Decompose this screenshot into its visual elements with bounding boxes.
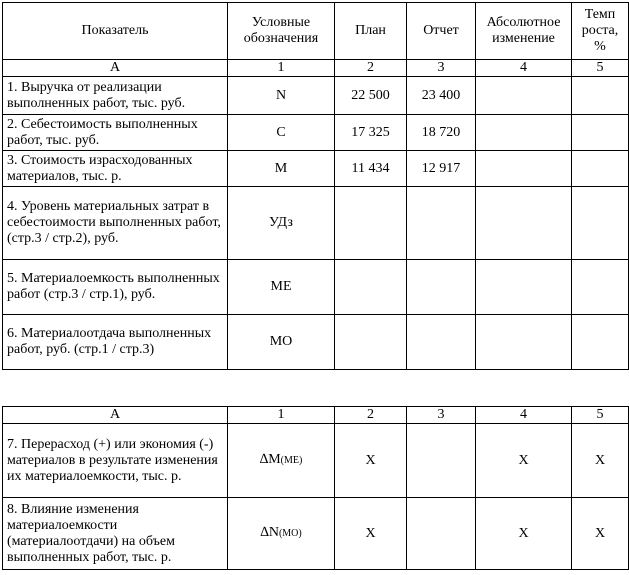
row-col4: X [476, 498, 572, 570]
row-growth [572, 115, 629, 151]
row-symbol: N [228, 77, 335, 115]
row-symbol: УДз [228, 187, 335, 260]
row-report [407, 315, 476, 370]
row-plan: 11 434 [335, 151, 407, 187]
table-row [3, 77, 629, 115]
row-indicator: 8. Влияние изменения материалоемкости (материалоотдачи) на объем выполненных работ, тыс. р. [3, 498, 228, 570]
row-indicator: 1. Выручка от реализации выполненных работ, тыс. руб. [3, 77, 228, 115]
row-indicator: 5. Материалоемкость выполненных работ (стр.3 / стр.1), руб. [3, 260, 228, 315]
col-number: 2 [335, 407, 407, 424]
col-number: 4 [476, 60, 572, 77]
row-plan [335, 315, 407, 370]
row-plan: 17 325 [335, 115, 407, 151]
row-report [407, 260, 476, 315]
row-indicator: 3. Стоимость израсходованных материалов, тыс. р. [3, 151, 228, 187]
table-row [3, 115, 629, 151]
header-growth-rate: Темп роста, % [572, 3, 629, 60]
header-absolute-change: Абсолютное изменение [476, 3, 572, 60]
row-indicator: 2. Себестоимость выполненных работ, тыс. руб. [3, 115, 228, 151]
row-report [407, 187, 476, 260]
analysis-table-2 [2, 406, 629, 570]
row-symbol: ∆M(МЕ) [228, 424, 335, 498]
col-number: 2 [335, 60, 407, 77]
row-indicator: 7. Перерасход (+) или экономия (-) материалов в результате изменения их материалоемкости, тыс. р. [3, 424, 228, 498]
col-number: 3 [407, 407, 476, 424]
table-row [3, 151, 629, 187]
col-number: 4 [476, 407, 572, 424]
col-number: 5 [572, 407, 629, 424]
col-number: 1 [228, 60, 335, 77]
col-number: 5 [572, 60, 629, 77]
row-growth [572, 315, 629, 370]
col-number: 1 [228, 407, 335, 424]
row-col2: X [335, 424, 407, 498]
row-col5: X [572, 424, 629, 498]
row-report: 23 400 [407, 77, 476, 115]
header-report: Отчет [407, 3, 476, 60]
column-numbers-row [3, 60, 629, 77]
row-plan [335, 260, 407, 315]
row-plan: 22 500 [335, 77, 407, 115]
row-col5: X [572, 498, 629, 570]
header-row [3, 3, 629, 60]
table-row [3, 187, 629, 260]
row-symbol: C [228, 115, 335, 151]
header-plan: План [335, 3, 407, 60]
row-col3 [407, 424, 476, 498]
row-report: 18 720 [407, 115, 476, 151]
row-growth [572, 260, 629, 315]
row-abs [476, 115, 572, 151]
table-row [3, 498, 629, 570]
row-symbol: M [228, 151, 335, 187]
row-col3 [407, 498, 476, 570]
row-abs [476, 77, 572, 115]
row-abs [476, 260, 572, 315]
header-indicator: Показатель [3, 3, 228, 60]
col-number: А [3, 60, 228, 77]
row-symbol: ∆N(МО) [228, 498, 335, 570]
row-report: 12 917 [407, 151, 476, 187]
col-number: А [3, 407, 228, 424]
row-growth [572, 187, 629, 260]
col-number: 3 [407, 60, 476, 77]
table-row [3, 424, 629, 498]
row-indicator: 6. Материалоотдача выполненных работ, руб. (стр.1 / стр.3) [3, 315, 228, 370]
column-numbers-row [3, 407, 629, 424]
table-row [3, 260, 629, 315]
analysis-table-1 [2, 2, 629, 370]
row-abs [476, 151, 572, 187]
row-col4: X [476, 424, 572, 498]
row-col2: X [335, 498, 407, 570]
row-plan [335, 187, 407, 260]
header-symbol: Условные обозначения [228, 3, 335, 60]
row-growth [572, 77, 629, 115]
row-symbol: МЕ [228, 260, 335, 315]
row-abs [476, 315, 572, 370]
table-row [3, 315, 629, 370]
row-symbol: МО [228, 315, 335, 370]
row-abs [476, 187, 572, 260]
row-growth [572, 151, 629, 187]
row-indicator: 4. Уровень материальных затрат в себестоимости выполненных работ, (стр.3 / стр.2), руб. [3, 187, 228, 260]
